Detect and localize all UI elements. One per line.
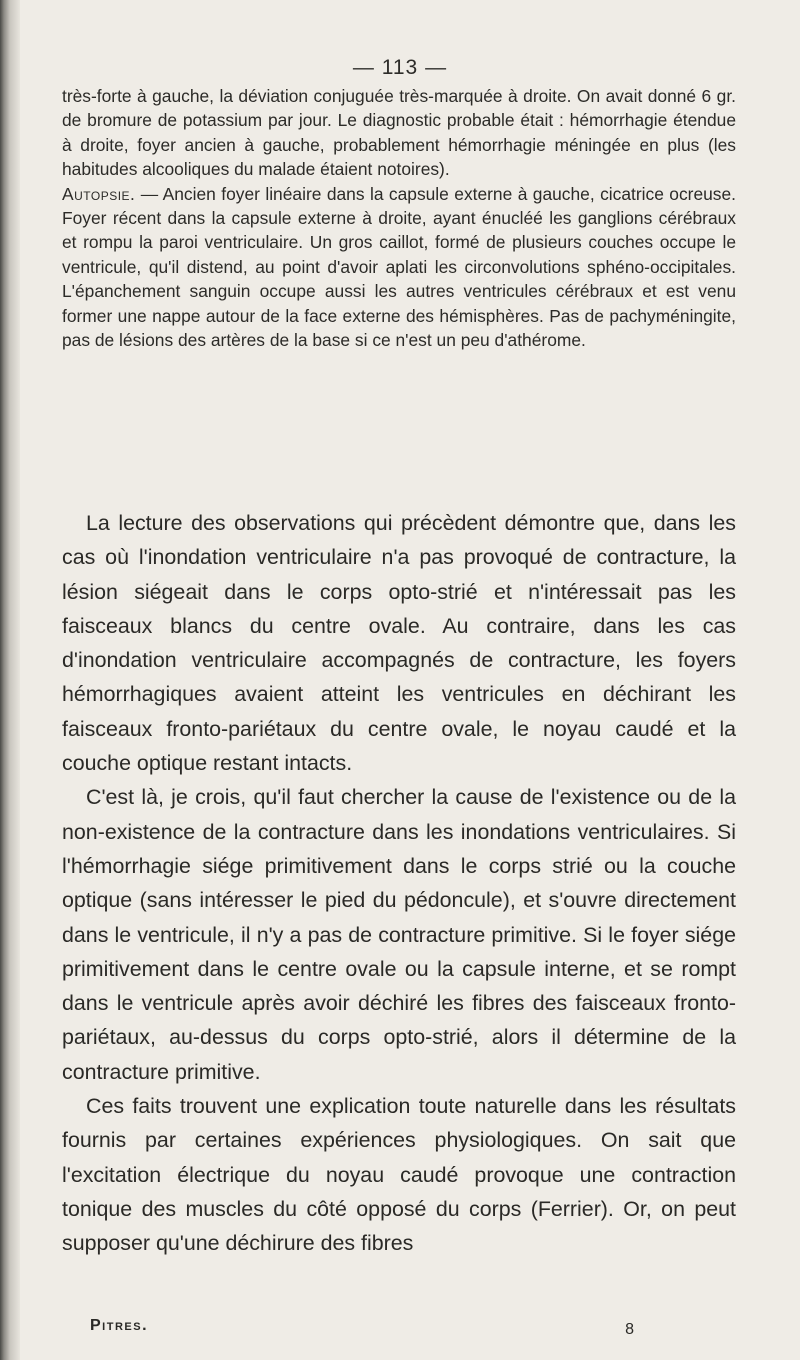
signature-number: 8 xyxy=(625,1321,634,1338)
main-paragraph-2: C'est là, je crois, qu'il faut chercher la cause de l'existence ou de la non-existence de la contracture dans les inondations ventriculaires. Si l'hémorrhagie siége primitivement dans le corps strié ou la couche optique (sans intéresser le pied du pédoncule), et s'ouvre directement dans le ventricule, il n'y a pas de contracture primitive. Si le foyer siége primitivement dans le centre ovale ou la capsule interne, et se rompt dans le ventricule après avoir déchiré les fibres des faisceaux fronto-pariétaux, au-dessus du corps opto-strié, alors il détermine de la contracture primitive. xyxy=(62,785,736,1084)
autopsy-label: Autopsie. xyxy=(62,183,136,204)
page-footer xyxy=(90,1317,730,1343)
autopsy-text: — Ancien foyer linéaire dans la capsule externe à gauche, cicatrice ocreuse. Foyer récent dans la capsule externe à droite, ayant énucléé les ganglions cérébraux et rompu la paroi ventriculaire. Un gros caillot, formé de plusieurs couches occupe le ventricule, qu'il distend, au point d'avoir aplati les circonvolutions sphéno-occipitales. L'épanchement sanguin occupe aussi les autres ventricules cérébraux et est venu former une nappe autour de la face externe des hémisphères. Pas de pachyméningite, pas de lésions des artères de la base si ce n'est un peu d'athérome. xyxy=(62,183,736,351)
main-paragraph-3: Ces faits trouvent une explication toute naturelle dans les résultats fournis par certaines expériences physiologiques. On sait que l'excitation électrique du noyau caudé provoque une contraction tonique des muscles du côté opposé du corps (Ferrier). Or, on peut supposer qu'une déchirure des fibres xyxy=(62,1094,736,1256)
case-report-paragraph: très-forte à gauche, la déviation conjuguée très-marquée à droite. On avait donné 6 gr. de bromure de potassium par jour. Le diagnostic probable était : hémorrhagie étendue à droite, foyer ancien à gauche, probablement hémorrhagie méningée en plus (les habitudes alcooliques du malade étaient notoires). xyxy=(62,86,736,180)
case-report-block xyxy=(62,84,736,352)
main-text-block xyxy=(62,506,736,1261)
signature-author: Pitres. xyxy=(90,1317,149,1334)
autopsy-paragraph xyxy=(62,182,736,353)
page-number-header: — 113 — xyxy=(352,56,448,79)
binding-edge xyxy=(0,0,20,1360)
main-paragraph-1: La lecture des observations qui précèdent démontre que, dans les cas où l'inondation ventriculaire n'a pas provoqué de contracture, la lésion siégeait dans le corps opto-strié et n'intéressait pas les faisceaux blancs du centre ovale. Au contraire, dans les cas d'inondation ventriculaire accompagnés de contracture, les foyers hémorrhagiques avaient atteint les ventricules en déchirant les faisceaux fronto-pariétaux du centre ovale, le noyau caudé et la couche optique restant intacts. xyxy=(62,511,736,776)
